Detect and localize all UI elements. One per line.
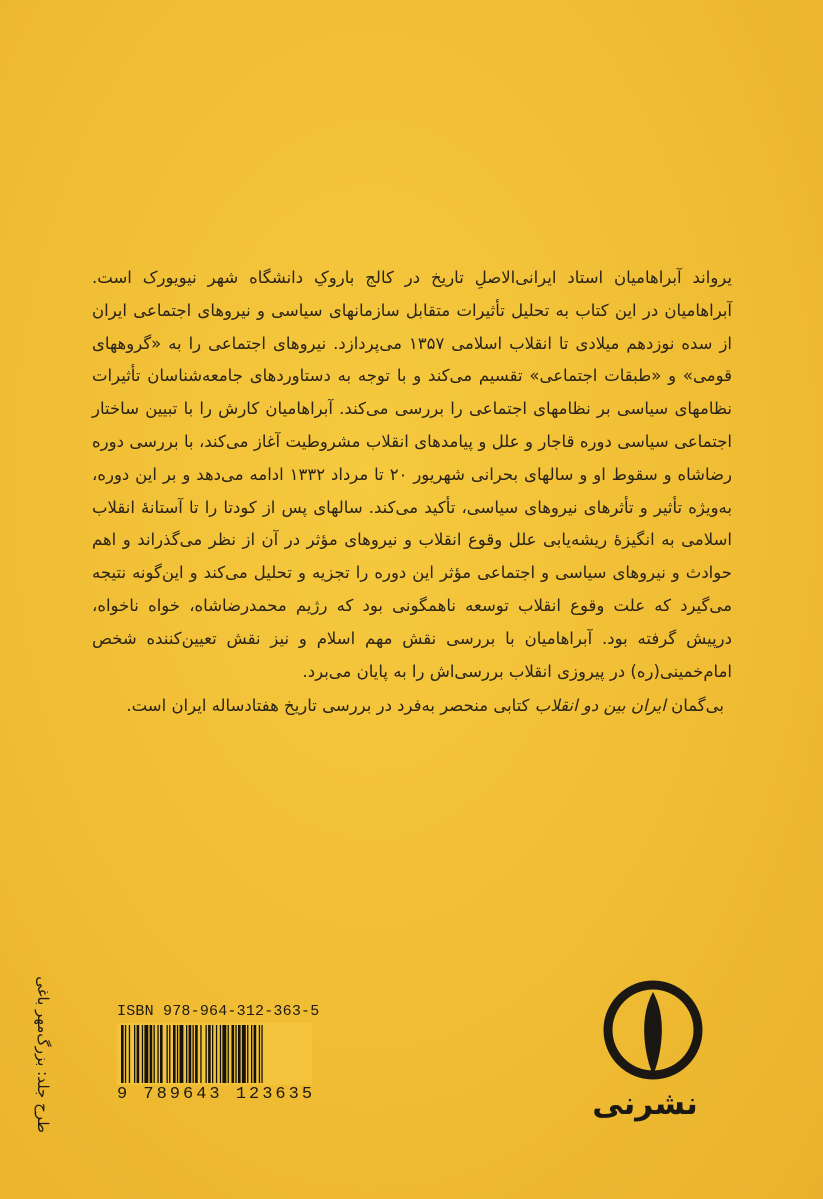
barcode-bar — [144, 1025, 148, 1083]
barcode-bar — [134, 1025, 135, 1083]
barcode-icon — [117, 1023, 312, 1085]
barcode-bar — [212, 1025, 213, 1083]
barcode-bar — [222, 1025, 226, 1083]
barcode-bar — [235, 1025, 236, 1083]
barcode-bar — [251, 1025, 252, 1083]
barcode-bar — [177, 1025, 178, 1083]
description-closing-line — [92, 690, 732, 723]
closing-prefix: بی‌گمان — [665, 696, 724, 716]
barcode-bar — [238, 1025, 241, 1083]
barcode-bar — [261, 1025, 262, 1083]
barcode-bar — [173, 1025, 176, 1083]
barcode-bar — [186, 1025, 187, 1083]
nashreney-logo-icon — [598, 972, 708, 1102]
isbn-block — [117, 1003, 320, 1105]
barcode-bar — [157, 1025, 158, 1083]
barcode-bar — [137, 1025, 140, 1083]
cover-designer-text: طرح جلد: بزرگ‌مهر باغی — [34, 976, 52, 1133]
barcode-bar — [180, 1025, 184, 1083]
barcode-bar — [125, 1025, 126, 1083]
barcode-bar — [200, 1025, 201, 1083]
barcode-bar — [169, 1025, 170, 1083]
barcode-bar — [228, 1025, 229, 1083]
publisher-name: نشرنی — [592, 1086, 698, 1122]
barcode-bar — [160, 1025, 163, 1083]
barcode-bar — [206, 1025, 207, 1083]
barcode-bar — [232, 1025, 235, 1083]
barcode-bar — [259, 1025, 260, 1083]
barcode-bar — [129, 1025, 130, 1083]
book-description — [92, 262, 732, 723]
barcode-bar — [189, 1025, 192, 1083]
barcode-bar — [247, 1025, 248, 1083]
barcode-bar — [150, 1025, 153, 1083]
barcode-bar — [193, 1025, 194, 1083]
barcode-bar — [220, 1025, 221, 1083]
barcode-bar — [154, 1025, 155, 1083]
description-paragraph: یرواند آبراهامیان استاد ایرانی‌الاصلِ تاریخ در کالج باروکِ دانشگاه شهر نیویورک است. آبراهامیان در این کتاب به تحلیل تأثیرات متقابل سازمانهای سیاسی و نیروهای اجتماعی ایران از سده نوزدهم میلادی تا انقلاب اسلامی ۱۳۵۷ می‌پردازد. نیروهای اجتماعی را به «گروههای قومی» و «طبقات اجتماعی» تقسیم می‌کند و با توجه به دستاوردهای جامعه‌شناسان تأثیرات نظامهای سیاسی بر نظامهای اجتماعی را بررسی می‌کند. آبراهامیان کارش را با تبیین ساختار اجتماعی سیاسی دوره قاجار و علل و پیامدهای انقلاب مشروطیت آغاز می‌کند، با بررسی دوره رضاشاه و سقوط او و سالهای بحرانی شهریور ۲۰ تا مرداد ۱۳۳۲ ادامه می‌دهد و بر این دوره، به‌ویژه تأثیر و تأثرهای نیروهای سیاسی، تأکید می‌کند. سالهای پس از کودتا را تا آستانهٔ انقلاب اسلامی به انگیزهٔ ریشه‌یابی علل وقوع انقلاب و نیروهای مؤثر در آن از نظر می‌گذراند و اهم حوادث و نیروهای سیاسی و اجتماعی مؤثر این دوره را تجزیه و تحلیل می‌کند و این‌گونه نتیجه می‌گیرد که علت وقوع انقلاب توسعه ناهمگونی بود که رژیم محمدرضاشاه، خواه ناخواه، درپیش گرفته بود. آبراهامیان با بررسی نقش مهم اسلام و نیز نقش تعیین‌کننده شخص امام‌خمینی(ره) در پیروزی انقلاب بررسی‌اش را به پایان می‌برد. — [92, 268, 732, 681]
book-title-italic: ایران بین دو انقلاب — [534, 696, 666, 716]
barcode-digits: 9 789643 123635 — [117, 1085, 316, 1104]
barcode-bar — [216, 1025, 217, 1083]
barcode-bar — [208, 1025, 211, 1083]
barcode-bar — [254, 1025, 257, 1083]
isbn-label: ISBN 978-964-312-363-5 — [117, 1003, 320, 1020]
closing-suffix: کتابی منحصر به‌فرد در بررسی تاریخ هفتادساله ایران است. — [126, 696, 535, 716]
barcode-bar — [167, 1025, 168, 1083]
barcode-bar — [242, 1025, 246, 1083]
barcode-bar — [142, 1025, 143, 1083]
barcode-bar — [121, 1025, 124, 1083]
barcode-bar — [195, 1025, 198, 1083]
